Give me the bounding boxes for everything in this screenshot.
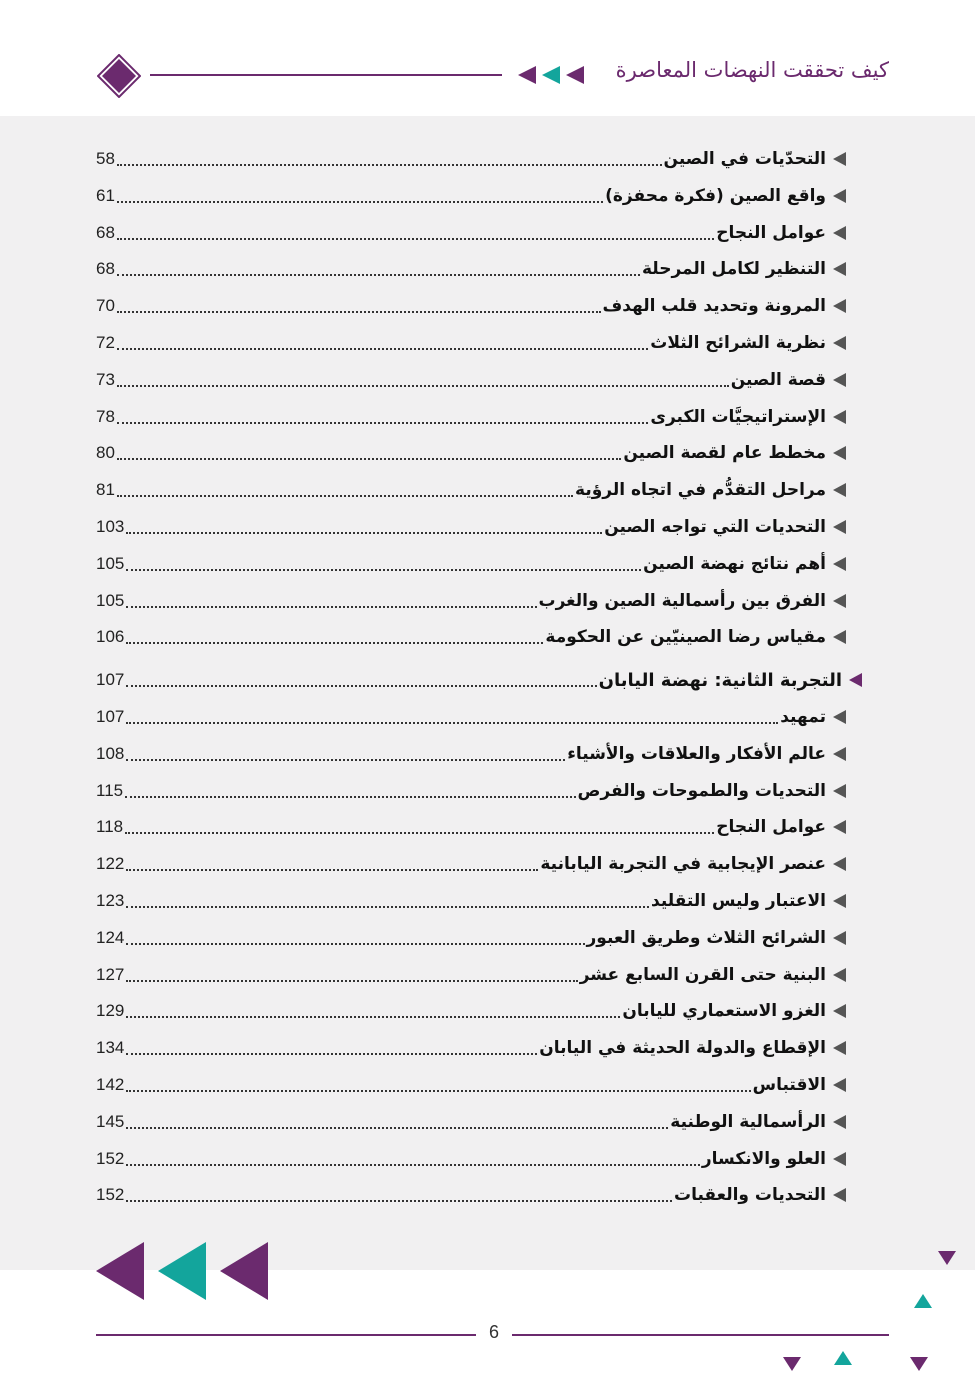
toc-entry-title: نظرية الشرائح الثلاث [650,333,826,353]
running-title: كيف تحققت النهضات المعاصرة [615,58,889,82]
toc-entry [96,960,848,990]
toc-page-number: 118 [96,817,124,836]
toc-entry [96,622,848,652]
toc-entry-title: عنصر الإيجابية في التجربة اليابانية [540,854,826,874]
toc-entry [96,218,848,248]
toc-page-number: 81 [96,480,115,499]
toc-page-number: 61 [96,186,115,205]
toc-leader-dots [126,642,543,644]
triangle-bullet-icon [832,1151,848,1167]
toc-page-number: 68 [96,259,115,278]
triangle-bullet-icon [832,372,848,388]
triangle-bullet-icon [832,225,848,241]
toc-entry [96,739,848,769]
toc-leader-dots [126,1016,620,1018]
triangle-bullet-icon [832,593,848,609]
toc-leader-dots [117,422,648,424]
toc-leader-dots [126,685,596,687]
toc-leader-dots [126,1090,750,1092]
triangle-bullet-icon [832,556,848,572]
triangle-bullet-icon [832,298,848,314]
toc-page-number: 129 [96,1001,125,1020]
triangle-bullet-icon [832,709,848,725]
toc-entry [96,475,848,505]
toc-leader-dots [125,796,575,798]
toc-leader-dots [126,906,649,908]
triangle-up-icon [834,1351,852,1365]
page-number: 6 [488,1322,499,1342]
header-rule [150,74,502,76]
triangle-bullet-icon [832,261,848,277]
toc-leader-dots [117,164,662,166]
triangle-bullet-icon [832,1040,848,1056]
toc-leader-dots [126,606,536,608]
toc-page-number: 73 [96,370,115,389]
toc-page-number: 123 [96,891,125,910]
toc-entry-title: الشرائح الثلاث وطريق العبور [586,928,826,948]
triangle-bullet-icon [832,930,848,946]
toc-entry [96,776,848,806]
toc-entry-title: التجربة الثانية: نهضة اليابان [598,669,842,691]
toc-entry-title: العلو والانكسار [701,1149,826,1169]
triangle-bullet-icon [832,482,848,498]
toc-entry [96,1180,848,1210]
toc-leader-dots [126,1164,700,1166]
toc-entry-title: مقياس رضا الصينيّين عن الحكومة [545,627,826,647]
toc-leader-dots [126,943,584,945]
triangle-up-icon [914,1294,932,1308]
triangle-bullet-icon [832,1003,848,1019]
toc-page-number: 105 [96,554,125,573]
toc-page-number: 134 [96,1038,125,1057]
toc-leader-dots [126,532,602,534]
toc-page-number: 115 [96,781,124,800]
triangle-bullet-icon [832,188,848,204]
toc-leader-dots [126,980,577,982]
triangle-bullet-icon [832,967,848,983]
toc-entry [96,402,848,432]
toc-entry [96,1033,848,1063]
toc-entry [96,849,848,879]
toc-page-number: 80 [96,443,115,462]
toc-entry [96,438,848,468]
toc-page-number: 58 [96,149,115,168]
triangle-bullet-icon [832,819,848,835]
toc-entry-title: الاقتباس [752,1075,826,1095]
toc-entry [96,144,848,174]
triangle-bullet-icon [832,1187,848,1203]
toc-entry-title: عالم الأفكار والعلاقات والأشياء [567,744,826,764]
toc-leader-dots [125,832,714,834]
toc-page-number: 78 [96,407,115,426]
toc-entry-title: الاعتبار وليس التقليد [651,891,826,911]
toc-page-number: 103 [96,517,125,536]
triangle-bullet-icon [832,783,848,799]
toc-entry-title: التحدّيات في الصين [663,149,826,169]
toc-leader-dots [117,238,714,240]
toc-entry [96,996,848,1026]
toc-page-number: 68 [96,223,115,242]
toc-page-number: 152 [96,1149,125,1168]
triangle-bullet-icon [832,335,848,351]
toc-entry [96,1144,848,1174]
toc-page-number: 124 [96,928,125,947]
toc-page-number: 107 [96,670,125,689]
toc-leader-dots [126,722,778,724]
toc-entry [96,291,848,321]
toc-leader-dots [117,311,601,313]
triangle-bullet-icon [832,893,848,909]
toc-page-number: 145 [96,1112,125,1131]
toc-entry [96,1107,848,1137]
toc-entry-title: قصة الصين [730,370,826,390]
triangle-bullet-icon [832,519,848,535]
toc-entry-title: واقع الصين (فكرة محفزة) [605,186,826,206]
toc-leader-dots [117,274,640,276]
toc-entry-title: أهم نتائج نهضة الصين [643,554,826,574]
toc-page-number: 108 [96,744,125,763]
triangle-bullet-icon [832,445,848,461]
toc-leader-dots [117,385,729,387]
toc-entry [96,549,848,579]
toc-entry-title: الإستراتيجيَّات الكبرى [650,407,826,427]
header-arrows-icon [516,66,588,84]
toc-page-number: 122 [96,854,125,873]
toc-entry-title: البنية حتى القرن السابع عشر [579,965,826,985]
toc-leader-dots [117,201,603,203]
toc-leader-dots [126,569,641,571]
toc-entry [96,586,848,616]
toc-page-number: 72 [96,333,115,352]
triangle-down-icon [783,1357,801,1371]
diamond-ornament-icon [97,54,141,98]
triangle-bullet-icon [832,629,848,645]
triangle-bullet-icon [832,409,848,425]
toc-entry-title: الفرق بين رأسمالية الصين والغرب [538,591,826,611]
triangle-bullet-icon [848,672,864,688]
toc-entry [96,181,848,211]
toc-leader-dots [117,348,648,350]
toc-page-number: 142 [96,1075,125,1094]
toc-leader-dots [126,759,565,761]
toc-entry [96,254,848,284]
triangle-bullet-icon [832,151,848,167]
toc-page-number: 152 [96,1185,125,1204]
toc-entry-title: الغزو الاستعماري لليابان [622,1001,826,1021]
toc-entry-title: عوامل النجاح [716,817,826,837]
toc-entry-title: التحديات والطموحات والفرص [577,781,826,801]
toc-leader-dots [117,458,621,460]
toc-entry-title: الرأسمالية الوطنية [670,1112,826,1132]
footer-arrows-icon [96,1240,271,1302]
toc-entry-title: مخطط عام لقصة الصين [623,443,826,463]
footer-rule-right [512,1334,889,1336]
triangle-bullet-icon [832,1077,848,1093]
toc-entry [96,923,848,953]
toc-entry-title: التنظير لكامل المرحلة [641,259,826,279]
toc-entry-title: عوامل النجاح [716,223,826,243]
triangle-down-icon [938,1251,956,1265]
toc-leader-dots [117,495,573,497]
triangle-down-icon [910,1357,928,1371]
toc-page-number: 127 [96,965,125,984]
triangle-bullet-icon [832,746,848,762]
toc-page-number: 106 [96,627,125,646]
toc-page-number: 107 [96,707,125,726]
toc-section-entry [96,665,864,695]
toc-leader-dots [126,1127,668,1129]
triangle-bullet-icon [832,856,848,872]
toc-entry [96,812,848,842]
toc-leader-dots [126,1200,672,1202]
toc-leader-dots [126,1053,537,1055]
footer-rule-left [96,1334,476,1336]
toc-page-number: 105 [96,591,125,610]
toc-entry [96,702,848,732]
toc-entry [96,365,848,395]
toc-entry-title: التحديات التي تواجه الصين [604,517,826,537]
toc-entry-title: المرونة وتحديد قلب الهدف [602,296,826,316]
triangle-bullet-icon [832,1114,848,1130]
toc-entry [96,886,848,916]
toc-entry [96,512,848,542]
toc-leader-dots [126,869,538,871]
toc-entry-title: تمهيد [780,707,826,727]
toc-entry-title: التحديات والعقبات [673,1185,826,1205]
page-header [0,0,975,116]
toc-page-number: 70 [96,296,115,315]
toc-entry [96,1070,848,1100]
toc-entry [96,328,848,358]
toc-entry-title: مراحل التقدُّم في اتجاه الرؤية [575,480,826,500]
toc-entry-title: الإقطاع والدولة الحديثة في اليابان [539,1038,826,1058]
